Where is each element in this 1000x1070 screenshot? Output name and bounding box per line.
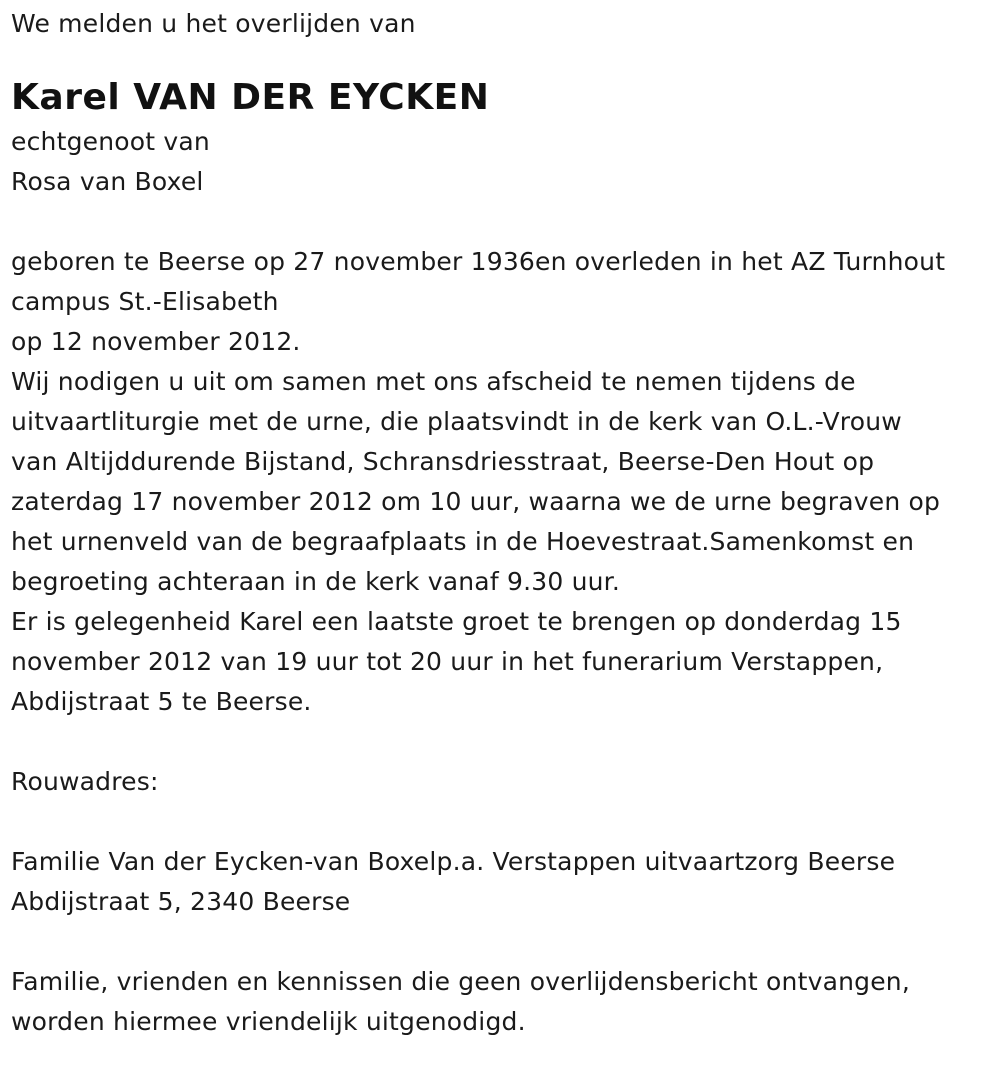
death-notice	[11, 4, 991, 1042]
body-line: begroeting achteraan in de kerk vanaf 9.30 uur.	[11, 567, 620, 596]
closing-line: Familie, vrienden en kennissen die geen overlijdensbericht ontvangen,	[11, 967, 910, 996]
address-line: Abdijstraat 5, 2340 Beerse	[11, 887, 351, 916]
address-line: Familie Van der Eycken-van Boxelp.a. Verstappen uitvaartzorg Beerse	[11, 847, 896, 876]
body-line: Wij nodigen u uit om samen met ons afscheid te nemen tijdens de	[11, 367, 856, 396]
spacer	[11, 922, 991, 962]
body-line: zaterdag 17 november 2012 om 10 uur, waarna we de urne begraven op	[11, 487, 941, 516]
spouse-name: Rosa van Boxel	[11, 167, 204, 196]
body-line: Abdijstraat 5 te Beerse.	[11, 687, 312, 716]
body-line: uitvaartliturgie met de urne, die plaatsvindt in de kerk van O.L.-Vrouw	[11, 407, 902, 436]
deceased-name: Karel VAN DER EYCKEN	[11, 77, 490, 118]
address-block	[11, 842, 991, 922]
body-line: van Altijddurende Bijstand, Schransdriesstraat, Beerse-Den Hout op	[11, 447, 875, 476]
closing-line: worden hiermee vriendelijk uitgenodigd.	[11, 1007, 526, 1036]
closing-block	[11, 962, 991, 1042]
intro-text: We melden u het overlijden van	[11, 9, 416, 38]
spacer	[11, 802, 991, 842]
notice-body	[11, 242, 991, 722]
body-line: geboren te Beerse op 27 november 1936en overleden in het AZ Turnhout	[11, 247, 946, 276]
body-line: op 12 november 2012.	[11, 327, 301, 356]
body-line: het urnenveld van de begraafplaats in de Hoevestraat.Samenkomst en	[11, 527, 915, 556]
spacer	[11, 202, 991, 242]
spacer	[11, 722, 991, 762]
body-line: campus St.-Elisabeth	[11, 287, 279, 316]
relation-text: echtgenoot van	[11, 127, 210, 156]
body-line: november 2012 van 19 uur tot 20 uur in het funerarium Verstappen,	[11, 647, 884, 676]
body-line: Er is gelegenheid Karel een laatste groet te brengen op donderdag 15	[11, 607, 902, 636]
address-label: Rouwadres:	[11, 767, 159, 796]
